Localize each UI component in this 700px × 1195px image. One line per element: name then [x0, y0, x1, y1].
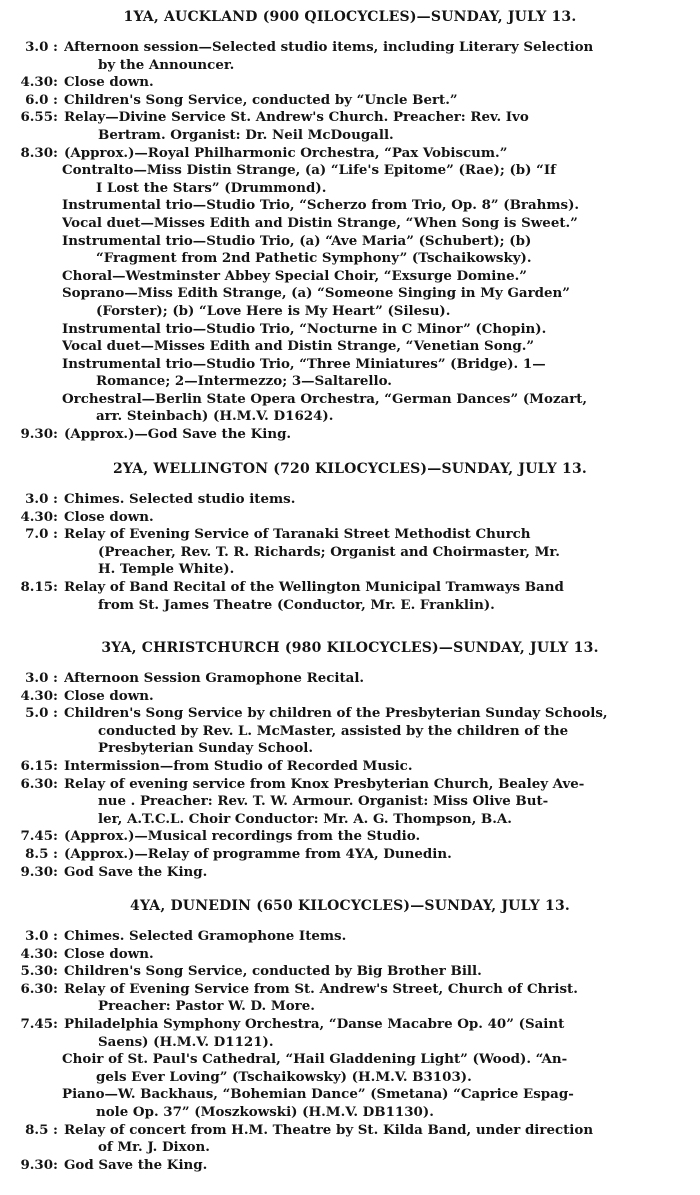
entry-line: Close down.: [64, 74, 154, 91]
entry-line: from St. James Theatre (Conductor, Mr. E. Franklin).: [98, 596, 495, 613]
programme-sub-entry: [0, 215, 700, 233]
programme-entry: [0, 688, 700, 706]
section-heading: 1YA, AUCKLAND (900 QILOCYCLES)—SUNDAY, JULY 13.: [123, 9, 577, 25]
entry-line: (Approx.)—Relay of programme from 4YA, Dunedin.: [64, 845, 452, 862]
entry-time: 7.45:: [20, 1015, 58, 1032]
entry-line: Orchestral—Berlin State Opera Orchestra, “German Dances” (Mozart,: [62, 390, 588, 407]
section-auckland: [0, 9, 700, 444]
programme-sub-entry: [0, 285, 700, 320]
entry-time: 6.55:: [20, 109, 58, 126]
entry-time: 8.5 :: [25, 1121, 58, 1138]
programme-entry: [0, 426, 700, 444]
programme-entry: [0, 776, 700, 829]
programme-entry: [0, 928, 700, 946]
entry-line: Close down.: [64, 508, 154, 525]
entry-line: Soprano—Miss Edith Strange, (a) “Someone Singing in My Garden”: [62, 285, 570, 302]
entry-line: Choir of St. Paul's Cathedral, “Hail Gladdening Light” (Wood). “An-: [62, 1051, 568, 1068]
entry-line: God Save the King.: [64, 1156, 208, 1173]
entry-line: Close down.: [64, 687, 154, 704]
entry-time: 9.30:: [20, 1156, 58, 1173]
programme-sub-entry: [0, 268, 700, 286]
entry-line: Vocal duet—Misses Edith and Distin Strange, “Venetian Song.”: [62, 338, 535, 355]
entry-line: Close down.: [64, 945, 154, 962]
heading-spacer: [0, 914, 700, 928]
programme-entry: [0, 828, 700, 846]
entry-line: Afternoon session—Selected studio items, including Literary Selection: [64, 39, 594, 55]
section-heading: 2YA, WELLINGTON (720 KILOCYCLES)—SUNDAY, JULY 13.: [112, 461, 588, 477]
programme-entry: [0, 846, 700, 864]
entry-line: (Approx.)—Royal Philharmonic Orchestra, “Pax Vobiscum.”: [64, 144, 508, 161]
entry-time: 9.30:: [20, 863, 58, 880]
entry-line: Instrumental trio—Studio Trio, “Scherzo from Trio, Op. 8” (Brahms).: [62, 197, 580, 214]
entry-line: Afternoon Session Gramophone Recital.: [64, 670, 365, 686]
entry-time: 5.0 :: [25, 705, 58, 722]
programme-entry: [0, 1122, 700, 1157]
entry-line: nole Op. 37” (Moszkowski) (H.M.V. DB1130).: [96, 1103, 434, 1120]
programme-sub-entry: [0, 356, 700, 391]
entry-line: H. Temple White).: [98, 561, 235, 578]
entry-line: Chimes. Selected studio items.: [64, 491, 296, 507]
programme-entry: [0, 109, 700, 144]
programme-entry: [0, 864, 700, 882]
entry-line: nue . Preacher: Rev. T. W. Armour. Organist: Miss Olive But-: [98, 793, 549, 810]
entry-line: Romance; 2—Intermezzo; 3—Saltarello.: [96, 373, 392, 390]
programme-sub-entry: [0, 338, 700, 356]
entry-line: Choral—Westminster Abbey Special Choir, “Exsurge Domine.”: [62, 267, 527, 284]
programme-sub-entry: [0, 1051, 700, 1086]
section-heading: 3YA, CHRISTCHURCH (980 KILOCYCLES)—SUNDAY, JULY 13.: [101, 640, 599, 656]
entry-time: 7.45:: [20, 828, 58, 845]
programme-entry: [0, 579, 700, 614]
entry-line: Children's Song Service by children of the Presbyterian Sunday Schools,: [64, 705, 608, 722]
entry-time: 5.30:: [20, 963, 58, 980]
entry-time: 4.30:: [20, 74, 58, 91]
programme-entry: [0, 92, 700, 110]
section-heading: 4YA, DUNEDIN (650 KILOCYCLES)—SUNDAY, JULY 13.: [130, 898, 570, 914]
programme-entry: [0, 509, 700, 527]
programme-entry: [0, 145, 700, 163]
entry-time: 3.0 :: [25, 491, 58, 507]
entry-line: Children's Song Service, conducted by Big Brother Bill.: [64, 963, 482, 980]
entry-line: Contralto—Miss Distin Strange, (a) “Life's Epitome” (Rae); (b) “If: [62, 162, 556, 179]
programme-entry: [0, 1157, 700, 1175]
entry-time: 4.30:: [20, 945, 58, 962]
programme-entry: [0, 705, 700, 758]
heading-spacer: [0, 477, 700, 491]
programme-sub-entry: [0, 321, 700, 339]
entry-line: ler, A.T.C.L. Choir Conductor: Mr. A. G. Thompson, B.A.: [98, 810, 512, 827]
entry-time: 6.30:: [20, 980, 58, 997]
entry-line: Instrumental trio—Studio Trio, “Nocturne in C Minor” (Chopin).: [62, 320, 547, 337]
programme-entry: [0, 946, 700, 964]
programme-sub-entry: [0, 391, 700, 426]
entry-time: 4.30:: [20, 687, 58, 704]
entry-line: Children's Song Service, conducted by “Uncle Bert.”: [64, 91, 458, 108]
entry-line: Philadelphia Symphony Orchestra, “Danse Macabre Op. 40” (Saint: [64, 1015, 565, 1032]
entry-line: Instrumental trio—Studio Trio, “Three Miniatures” (Bridge). 1—: [62, 355, 546, 372]
programme-sub-entry: [0, 162, 700, 197]
entry-line: gels Ever Loving” (Tschaikowsky) (H.M.V. B3103).: [96, 1068, 472, 1085]
entry-line: Instrumental trio—Studio Trio, (a) “Ave Maria” (Schubert); (b): [62, 232, 532, 249]
entry-line: God Save the King.: [64, 863, 208, 880]
entry-line: Vocal duet—Misses Edith and Distin Strange, “When Song is Sweet.”: [62, 214, 578, 231]
entry-time: 8.30:: [20, 144, 58, 161]
entry-time: 7.0 :: [25, 526, 58, 543]
programme-entry: [0, 74, 700, 92]
programme-sub-entry: [0, 1086, 700, 1121]
entry-line: Saens) (H.M.V. D1121).: [98, 1033, 274, 1050]
entry-line: (Preacher, Rev. T. R. Richards; Organist and Choirmaster, Mr.: [98, 543, 560, 560]
entry-line: Relay of concert from H.M. Theatre by St. Kilda Band, under direction: [64, 1121, 594, 1138]
programme-entry: [0, 1016, 700, 1051]
entry-line: Intermission—from Studio of Recorded Music.: [64, 757, 413, 774]
entry-line: Relay of evening service from Knox Presbyterian Church, Bealey Ave-: [64, 775, 585, 792]
heading-spacer: [0, 656, 700, 670]
entry-time: 6.30:: [20, 775, 58, 792]
programme-entry: [0, 526, 700, 579]
entry-line: arr. Steinbach) (H.M.V. D1624).: [96, 408, 334, 425]
entry-line: Chimes. Selected Gramophone Items.: [64, 928, 347, 944]
entry-line: “Fragment from 2nd Pathetic Symphony” (Tschaikowsky).: [96, 250, 532, 267]
entry-line: Relay—Divine Service St. Andrew's Church. Preacher: Rev. Ivo: [64, 109, 529, 126]
entry-time: 8.5 :: [25, 845, 58, 862]
programme-entry: [0, 758, 700, 776]
programme-entry: [0, 981, 700, 1016]
entry-time: 3.0 :: [25, 928, 58, 944]
heading-spacer: [0, 25, 700, 39]
entry-line: Presbyterian Sunday School.: [98, 740, 314, 757]
programme-entry: [0, 963, 700, 981]
entry-line: Relay of Evening Service of Taranaki Street Methodist Church: [64, 526, 531, 543]
entry-line: Piano—W. Backhaus, “Bohemian Dance” (Smetana) “Caprice Espag-: [62, 1086, 574, 1103]
section-wellington: [0, 461, 700, 614]
entry-time: 3.0 :: [25, 670, 58, 686]
entry-time: 3.0 :: [25, 39, 58, 55]
entry-line: Relay of Band Recital of the Wellington Municipal Tramways Band: [64, 578, 564, 595]
entry-line: of Mr. J. Dixon.: [98, 1139, 210, 1156]
entry-line: (Approx.)—Musical recordings from the Studio.: [64, 828, 421, 845]
programme-sub-entry: [0, 197, 700, 215]
programme-sub-entry: [0, 233, 700, 268]
entry-line: by the Announcer.: [98, 56, 235, 73]
entry-time: 8.15:: [20, 578, 58, 595]
entry-time: 6.0 :: [25, 91, 58, 108]
entry-line: conducted by Rev. L. McMaster, assisted by the children of the: [98, 722, 569, 739]
entry-line: Relay of Evening Service from St. Andrew's Street, Church of Christ.: [64, 980, 578, 997]
entry-line: (Forster); (b) “Love Here is My Heart” (Silesu).: [96, 302, 451, 319]
programme-entry: [0, 39, 700, 74]
entry-line: Preacher: Pastor W. D. More.: [98, 998, 315, 1015]
programme-entry: [0, 491, 700, 509]
entry-time: 4.30:: [20, 508, 58, 525]
programme-entry: [0, 670, 700, 688]
entry-line: I Lost the Stars” (Drummond).: [96, 179, 327, 196]
section-dunedin: [0, 898, 700, 1174]
entry-time: 9.30:: [20, 426, 58, 443]
entry-line: Bertram. Organist: Dr. Neil McDougall.: [98, 126, 394, 143]
section-christchurch: [0, 640, 700, 881]
entry-time: 6.15:: [20, 757, 58, 774]
entry-line: (Approx.)—God Save the King.: [64, 426, 292, 443]
